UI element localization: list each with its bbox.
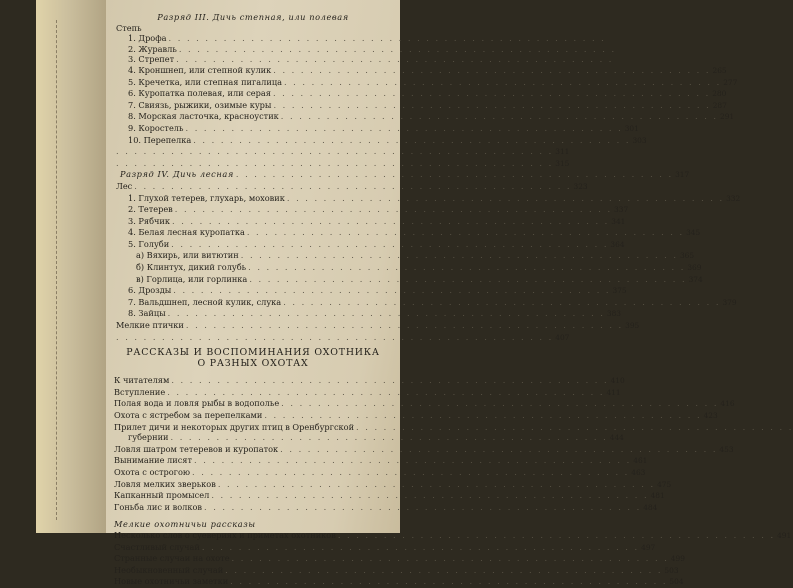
toc-entry-title: 3. Рябчик	[128, 215, 171, 226]
page-number: 497	[641, 542, 656, 552]
leader-dots	[186, 320, 623, 331]
leader-dots	[171, 432, 608, 443]
page-number: 369	[687, 263, 702, 273]
toc-row	[114, 529, 792, 542]
section-subheader: Степь	[116, 22, 142, 33]
leader-dots	[284, 77, 721, 88]
toc-entry-title: Новые охотничьи заметки	[114, 576, 229, 587]
leader-dots	[192, 467, 629, 478]
toc-list	[114, 33, 738, 146]
toc-row	[114, 192, 741, 205]
section-header: Разряд III. Дичь степная, или полевая	[157, 12, 349, 22]
page-number: 411	[606, 387, 621, 397]
toc-row	[114, 227, 701, 239]
toc-row	[114, 296, 737, 309]
leader-dots	[283, 297, 720, 308]
leader-dots	[247, 227, 684, 238]
leader-dots	[356, 422, 793, 433]
page-number: 341	[611, 216, 626, 226]
toc-row	[114, 432, 624, 444]
leader-dots	[179, 44, 616, 55]
leader-dots	[280, 444, 717, 455]
leader-dots	[248, 262, 685, 273]
toc-row	[114, 250, 695, 262]
toc-row	[114, 422, 392, 433]
leader-dots	[241, 250, 678, 261]
page-number: 265	[712, 65, 727, 75]
toc-entry-title: 8. Морская ласточка, красноустик	[128, 111, 279, 122]
leader-dots	[273, 100, 710, 111]
page-number: 317	[675, 170, 690, 180]
toc-entry-title: 5. Кречетка, или степная пигалица	[128, 76, 282, 87]
leader-dots	[287, 193, 724, 204]
page-number: 504	[669, 577, 684, 587]
section-header: Разряд IV. Дичь лесная	[120, 169, 234, 180]
page-number: 395	[625, 321, 640, 331]
page-number: 481	[650, 491, 665, 501]
leader-dots	[171, 375, 608, 386]
toc-entry-title: Охота с острогою	[114, 466, 191, 477]
page-number: 410	[610, 376, 625, 386]
page-gutter	[36, 0, 106, 533]
page-number: 484	[643, 502, 658, 512]
leader-dots	[202, 542, 639, 553]
toc-entry-title: Капканный промысел	[114, 490, 210, 501]
page-number: 337	[614, 205, 629, 215]
toc-entry-title: Несколько слов о суевериях и приметах охотников	[114, 529, 336, 540]
page-number: 365	[679, 251, 695, 261]
toc-entry-title: 2. Тетерев	[128, 204, 173, 215]
page-number: 416	[720, 399, 735, 409]
leader-dots	[176, 54, 613, 65]
page-number: 323	[573, 181, 588, 191]
leader-dots	[193, 135, 630, 146]
toc-entry-title: 7. Вальдшнеп, лесной кулик, слука	[128, 296, 282, 307]
toc-row	[114, 285, 627, 297]
leader-dots	[175, 204, 612, 215]
toc-entry-title: а) Вяхирь, или витютин	[136, 250, 239, 261]
toc-row	[114, 262, 702, 274]
leader-dots	[281, 398, 718, 409]
page-number: 491	[777, 530, 792, 540]
page-number: 503	[664, 565, 679, 575]
leader-dots	[169, 33, 606, 44]
toc-row	[114, 111, 735, 123]
toc-entry-title: 8. Зайцы	[128, 308, 166, 319]
leader-dots	[211, 490, 648, 501]
page-number: 303	[632, 135, 647, 145]
toc-entry-title: К читателям	[114, 375, 170, 386]
toc-entry-title: Счастливый случай	[114, 541, 200, 552]
toc-entry-title: Ловля мелких зверьков	[114, 478, 216, 489]
page-number: 315	[555, 158, 570, 168]
toc-row	[114, 541, 656, 554]
leader-dots	[225, 565, 662, 576]
toc-entry-title: Мелкие птички	[116, 320, 184, 331]
leader-dots	[273, 88, 710, 99]
toc-row	[114, 99, 727, 112]
toc-entry-title: 4. Кроншнеп, или степной кулик	[128, 64, 272, 75]
toc-row	[114, 478, 672, 491]
page-number: 423	[703, 411, 718, 420]
toc-row	[114, 204, 629, 216]
page-number: 291	[720, 112, 735, 122]
page-number: 287	[712, 100, 727, 110]
toc-entry-title: 1. Дрофа	[128, 33, 167, 44]
page-number: 383	[606, 309, 621, 319]
toc-entry-title: Вынимание лисят	[114, 455, 192, 466]
toc-row	[114, 308, 621, 320]
page-number: 364	[610, 239, 625, 249]
toc-row	[114, 122, 639, 135]
toc-row	[114, 455, 648, 467]
leader-dots	[232, 553, 669, 564]
toc-entry-title: Прилет дичи и некоторых других птиц в Оренбургской	[114, 421, 355, 432]
toc-entry-title: б) Клинтух, дикий голубь	[136, 262, 247, 273]
toc-entry-title: Ловля шатром тетеревов и куропаток	[114, 443, 279, 454]
stories-title-line2: О РАЗНЫХ ОХОТАХ	[197, 358, 309, 370]
toc-row	[114, 238, 625, 251]
page-number: 277	[723, 77, 738, 87]
toc-row	[114, 386, 621, 399]
toc-row	[114, 375, 625, 387]
table-of-contents	[114, 12, 792, 588]
leader-dots	[204, 502, 641, 513]
page-number: 461	[633, 456, 648, 466]
toc-list	[114, 192, 741, 332]
stories-title	[114, 347, 392, 369]
leader-dots	[264, 410, 701, 421]
toc-row	[114, 490, 665, 502]
leader-dots	[167, 387, 604, 398]
toc-entry-title: 5. Голуби	[128, 238, 170, 249]
leader-dots	[172, 216, 609, 227]
toc-row	[114, 44, 392, 55]
toc-entry-title: 3. Стрепет	[128, 54, 175, 65]
toc-entry-title: 6. Дрозды	[128, 285, 172, 296]
page-number: 379	[722, 297, 737, 307]
toc-row	[114, 169, 690, 181]
toc-entry-title: Полая вода и ловля рыбы в водополье	[114, 398, 280, 409]
leader-dots	[273, 65, 710, 76]
page-number: 311	[555, 147, 570, 157]
toc-row	[114, 501, 658, 514]
leader-dots	[194, 455, 631, 466]
toc-entry-title: в) Горлица, или горлинка	[136, 273, 248, 284]
toc-entry-title: 1. Глухой тетерев, глухарь, моховик	[128, 192, 285, 203]
leader-dots	[173, 285, 610, 296]
page-number: 453	[719, 444, 734, 454]
toc-row	[114, 332, 570, 344]
toc-row	[114, 180, 588, 193]
toc-row	[114, 564, 679, 577]
toc-row	[114, 273, 703, 286]
book-page	[36, 0, 792, 587]
toc-entry-title: Вступление	[114, 386, 166, 397]
toc-list	[114, 375, 735, 513]
toc-row	[114, 64, 727, 77]
toc-row	[114, 158, 570, 170]
toc-row	[114, 54, 392, 65]
toc-row	[114, 443, 734, 456]
toc-entry-title: 4. Белая лесная куропатка	[128, 227, 245, 238]
toc-row	[114, 146, 570, 158]
page-number: 444	[609, 433, 624, 443]
toc-row	[114, 76, 738, 89]
leader-dots	[218, 479, 655, 490]
leader-dots	[230, 576, 667, 587]
toc-entry-title: Гоньба лис и волков	[114, 501, 202, 512]
toc-row	[114, 320, 640, 332]
binding-stitches	[56, 20, 59, 520]
toc-entry-title: Охота с ястребом за перепелками	[114, 410, 263, 420]
page-number: 475	[657, 479, 672, 489]
toc-row	[114, 576, 684, 588]
toc-entry-title: Необыкновенный случай	[114, 564, 224, 575]
page-number: 332	[726, 193, 741, 203]
leader-dots	[338, 530, 775, 541]
toc-entry-title: 2. Журавль	[128, 43, 177, 54]
page-number: 463	[631, 467, 646, 477]
page-number: 407	[555, 332, 570, 342]
toc-entry-title: 6. Куропатка полевая, или серая	[128, 88, 271, 99]
toc-row	[114, 410, 718, 422]
page-number: 345	[686, 228, 701, 238]
toc-entry-title: Странные случаи на охоте	[114, 553, 230, 564]
page-number: 280	[712, 89, 727, 99]
leader-dots	[281, 111, 718, 122]
toc-row	[114, 553, 685, 565]
page-number: 374	[688, 274, 703, 284]
toc-entry-title: 10. Перепелка	[128, 134, 192, 145]
page-number: 375	[612, 286, 627, 296]
section-header: Мелкие охотничьи рассказы	[114, 519, 256, 530]
leader-dots	[171, 239, 608, 250]
toc-row	[114, 134, 647, 147]
leader-dots	[168, 308, 605, 319]
leader-dots	[249, 274, 686, 285]
page-number: 499	[670, 554, 685, 564]
stories-title-line1: РАССКАЗЫ И ВОСПОМИНАНИЯ ОХОТНИКА	[126, 347, 380, 359]
section-subheader: Лес	[116, 180, 133, 191]
toc-entry-title: 7. Свиязь, рыжики, озимые куры	[128, 99, 272, 110]
toc-row	[114, 88, 727, 100]
toc-row	[114, 466, 646, 479]
page-number: 301	[624, 123, 639, 133]
toc-row	[114, 398, 735, 410]
toc-list	[114, 529, 792, 588]
toc-entry-title: губернии	[128, 432, 169, 443]
toc-row	[114, 33, 392, 44]
toc-entry-title: 9. Коростель	[128, 122, 184, 133]
leader-dots	[185, 123, 622, 134]
toc-row	[114, 215, 626, 228]
